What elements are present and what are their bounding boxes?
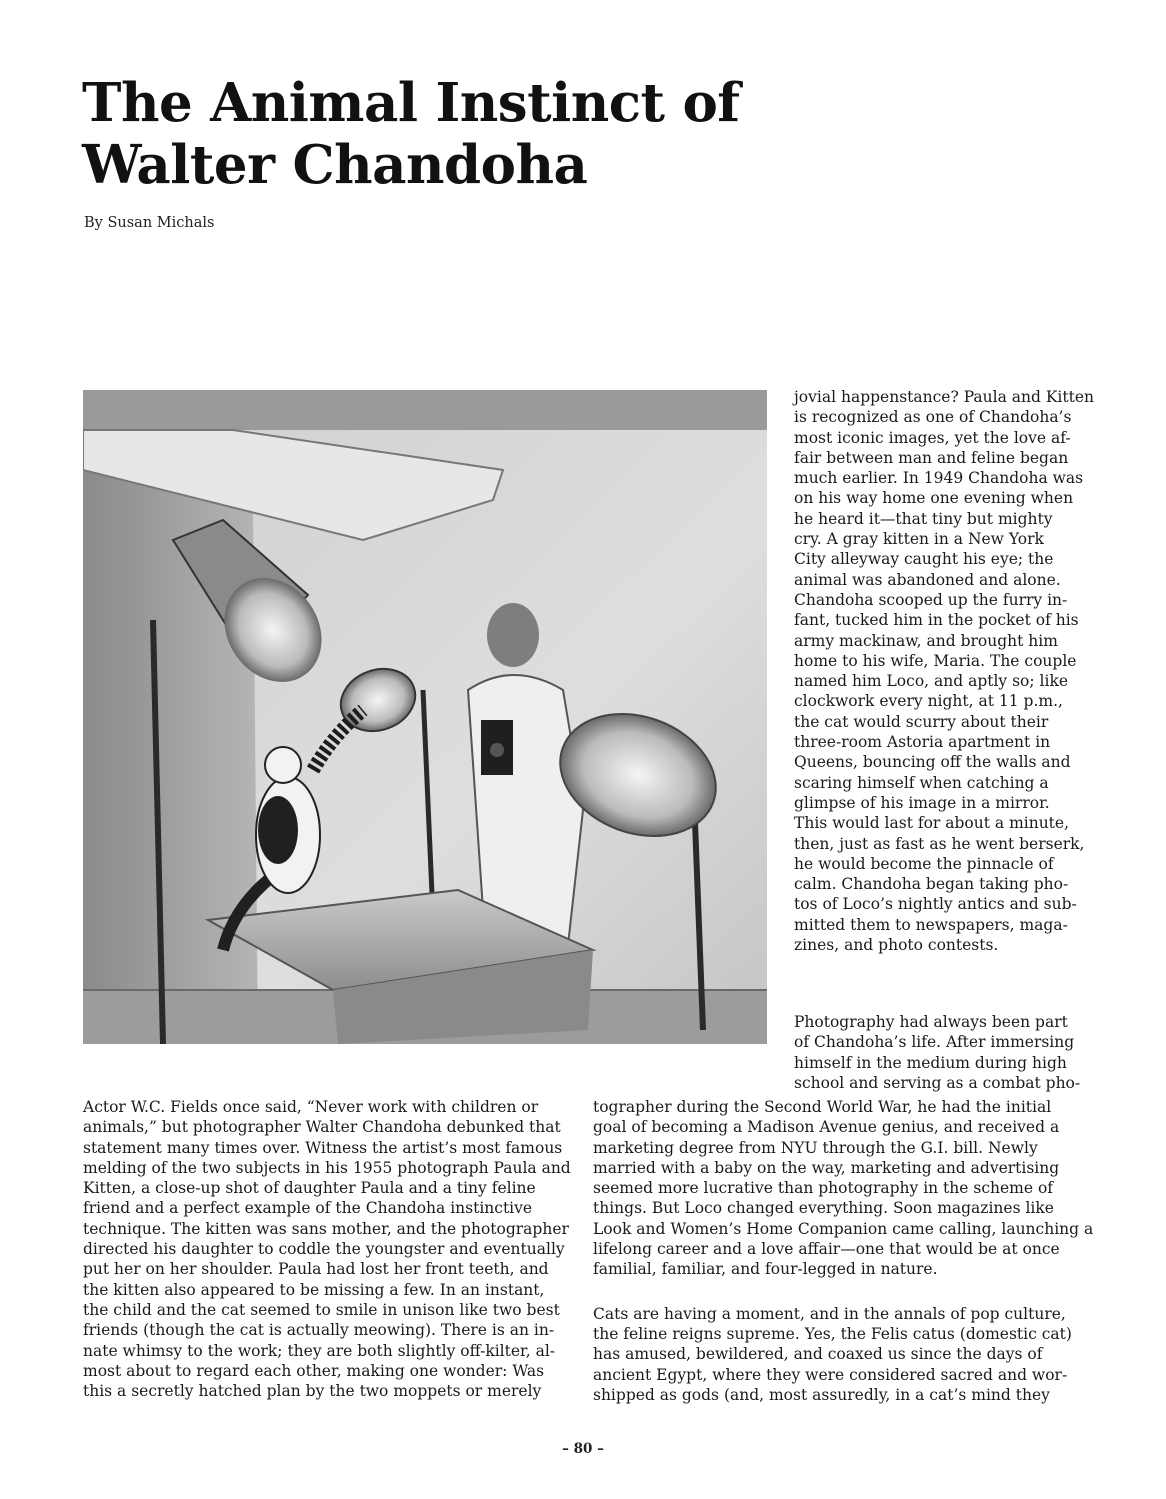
right-column <box>794 387 1094 955</box>
text-line: fair between man and feline began <box>794 448 1069 467</box>
text-line: put her on her shoulder. Paula had lost her front teeth, and <box>83 1260 549 1279</box>
text-line: of Chandoha’s life. After immersing <box>794 1033 1075 1052</box>
title-line-1: The Animal Instinct of <box>82 72 740 134</box>
text-line: fant, tucked him in the pocket of his <box>794 611 1079 630</box>
article-photo <box>83 390 767 1044</box>
photographer-head <box>487 603 539 667</box>
text-line: statement many times over. Witness the artist’s most famous <box>83 1138 563 1157</box>
text-line: army mackinaw, and brought him <box>794 631 1058 650</box>
middle-column <box>593 1097 1093 1405</box>
text-line: named him Loco, and aptly so; like <box>794 672 1069 691</box>
text-line: is recognized as one of Chandoha’s <box>794 408 1072 427</box>
text-line: three-room Astoria apartment in <box>794 733 1051 752</box>
text-line: goal of becoming a Madison Avenue genius, and received a <box>593 1118 1060 1137</box>
text-line: school and serving as a combat pho- <box>794 1073 1081 1092</box>
text-line: he would become the pinnacle of <box>794 854 1054 873</box>
title-line-2: Walter Chandoha <box>82 134 588 196</box>
text-line: Cats are having a moment, and in the annals of pop culture, <box>593 1304 1066 1323</box>
text-line: glimpse of his image in a mirror. <box>794 793 1050 812</box>
text-line: the child and the cat seemed to smile in unison like two best <box>83 1300 560 1319</box>
text-line: home to his wife, Maria. The couple <box>794 651 1077 670</box>
text-line: friend and a perfect example of the Chandoha instinctive <box>83 1199 533 1218</box>
text-line: directed his daughter to coddle the youngster and eventually <box>83 1240 565 1259</box>
text-line: calm. Chandoha began taking pho- <box>794 875 1069 894</box>
text-line: himself in the medium during high <box>794 1053 1067 1072</box>
text-line: most about to regard each other, making one wonder: Was <box>83 1361 545 1380</box>
text-line: the feline reigns supreme. Yes, the Felis catus (domestic cat) <box>593 1324 1072 1343</box>
text-line: Kitten, a close-up shot of daughter Paula and a tiny feline <box>83 1179 536 1198</box>
text-line: most iconic images, yet the love af- <box>794 428 1071 447</box>
text-line: Queens, bouncing off the walls and <box>794 753 1071 772</box>
text-line: familial, familiar, and four-legged in nature. <box>593 1260 938 1279</box>
left-column <box>83 1097 571 1401</box>
text-line: This would last for about a minute, <box>794 814 1070 833</box>
text-line: animals,” but photographer Walter Chandoha debunked that <box>83 1118 561 1137</box>
text-line: zines, and photo contests. <box>794 936 999 955</box>
right-column-continued <box>794 1012 1080 1093</box>
text-line: marketing degree from NYU through the G.I. bill. Newly <box>593 1138 1038 1157</box>
text-line: melding of the two subjects in his 1955 photograph Paula and <box>83 1158 571 1177</box>
text-line: married with a baby on the way, marketing and advertising <box>593 1158 1060 1177</box>
text-line: shipped as gods (and, most assuredly, in a cat’s mind they <box>593 1385 1050 1404</box>
text-line: Actor W.C. Fields once said, “Never work with children or <box>83 1098 539 1116</box>
text-line: Photography had always been part <box>794 1013 1068 1031</box>
text-line: tos of Loco’s nightly antics and sub- <box>794 895 1077 914</box>
text-line: ancient Egypt, where they were considered sacred and wor- <box>593 1365 1068 1384</box>
text-line: tographer during the Second World War, he had the initial <box>593 1098 1052 1116</box>
text-line: on his way home one evening when <box>794 489 1074 508</box>
article-title <box>82 72 882 196</box>
text-line: then, just as fast as he went berserk, <box>794 834 1085 853</box>
text-line: seemed more lucrative than photography in the scheme of <box>593 1179 1054 1198</box>
text-line: scaring himself when catching a <box>794 773 1049 792</box>
text-line: mitted them to newspapers, maga- <box>794 915 1068 934</box>
text-line: the cat would scurry about their <box>794 712 1049 731</box>
side-wall <box>83 430 258 1044</box>
byline: By Susan Michals <box>84 215 215 231</box>
text-line: technique. The kitten was sans mother, and the photographer <box>83 1219 569 1238</box>
text-line: jovial happenstance? Paula and Kitten <box>794 388 1095 406</box>
text-line: cry. A gray kitten in a New York <box>794 530 1044 549</box>
text-line: has amused, bewildered, and coaxed us since the days of <box>593 1345 1043 1364</box>
text-line: Chandoha scooped up the furry in- <box>794 590 1068 609</box>
text-line: things. But Loco changed everything. Soon magazines like <box>593 1199 1054 1218</box>
ceiling-beam <box>83 390 767 430</box>
text-line: lifelong career and a love affair—one that would be at once <box>593 1240 1060 1259</box>
page-number: – 80 – <box>562 1441 604 1457</box>
text-line: nate whimsy to the work; they are both slightly off-kilter, al- <box>83 1341 556 1360</box>
text-line: Look and Women’s Home Companion came calling, launching a <box>593 1219 1094 1238</box>
text-line: the kitten also appeared to be missing a few. In an instant, <box>83 1280 545 1299</box>
text-line: City alleyway caught his eye; the <box>794 550 1054 569</box>
text-line: clockwork every night, at 11 p.m., <box>794 692 1063 711</box>
text-line: friends (though the cat is actually meowing). There is an in- <box>83 1321 555 1340</box>
text-line: he heard it—that tiny but mighty <box>794 509 1053 528</box>
text-line: this a secretly hatched plan by the two moppets or merely <box>83 1382 542 1401</box>
text-line: much earlier. In 1949 Chandoha was <box>794 469 1084 488</box>
text-line: animal was abandoned and alone. <box>794 570 1061 589</box>
